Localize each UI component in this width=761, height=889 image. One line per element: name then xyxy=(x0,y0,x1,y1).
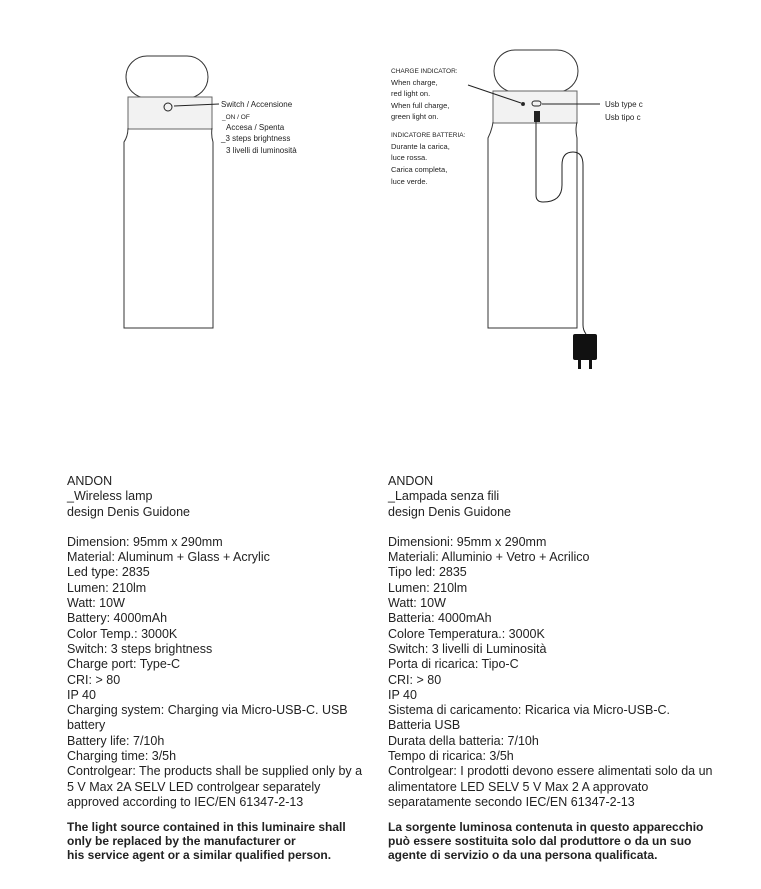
product-title: ANDON xyxy=(388,474,434,488)
power-adapter-icon xyxy=(573,334,597,360)
spec-lumen: Lumen: 210lm xyxy=(388,580,468,595)
spec-materiali: Materiali: Alluminio + Vetro + Acrilico xyxy=(388,550,590,565)
spec-charge-port: Charge port: Type-C xyxy=(67,657,181,672)
livelli-label: 3 livelli di luminosità xyxy=(226,146,297,155)
product-subtitle: _Wireless lamp xyxy=(67,489,153,504)
spec-tipo-led: Tipo led: 2835 xyxy=(388,565,467,580)
steps-brightness-label: _3 steps brightness xyxy=(221,134,291,143)
left-lamp-body xyxy=(124,128,213,328)
spec-charging-system: Charging system: Charging via Micro-USB-C. USB battery xyxy=(67,703,348,733)
spec-tempo-ricarica: Tempo di ricarica: 3/5h xyxy=(388,749,514,764)
usb-tipo-label: Usb tipo c xyxy=(605,113,641,122)
spec-switch: Switch: 3 steps brightness xyxy=(67,641,213,656)
charge-indicator-title: CHARGE INDICATOR: xyxy=(391,68,458,75)
replacement-notice: The light source contained in this luminaire shall only be replaced by the manufacturer or his service agent or a similar qualified person. xyxy=(67,820,346,863)
charge-indicator-led-icon xyxy=(522,103,525,106)
switch-label: Switch / Accensione xyxy=(221,100,293,109)
italian-spec-column xyxy=(388,474,718,862)
charge-line-4: green light on. xyxy=(391,112,439,121)
adapter-prong-right xyxy=(589,360,592,369)
spec-sistema-caricamento: Sistema di caricamento: Ricarica via Micro-USB-C. xyxy=(388,703,671,718)
indicatore-line-1: Durante la carica, xyxy=(391,142,450,151)
spec-cri: CRI: > 80 xyxy=(388,672,442,687)
indicatore-line-2: luce rossa. xyxy=(391,153,428,162)
charge-line-2: red light on. xyxy=(391,89,431,98)
indicatore-title: INDICATORE BATTERIA: xyxy=(391,132,466,139)
product-diagram xyxy=(0,0,761,440)
spec-color-temp: Color Temp.: 3000K xyxy=(67,626,178,641)
spec-ip: IP 40 xyxy=(388,687,417,702)
right-lamp-labels xyxy=(391,68,643,186)
indicatore-line-3: Carica completa, xyxy=(391,165,448,174)
spec-dimensioni: Dimensioni: 95mm x 290mm xyxy=(388,534,547,549)
spec-battery-life: Battery life: 7/10h xyxy=(67,733,165,748)
left-lamp-collar xyxy=(128,97,212,129)
on-off-label: _ON / OF xyxy=(222,114,250,121)
english-spec-column xyxy=(67,474,367,862)
spec-porta-ricarica: Porta di ricarica: Tipo-C xyxy=(388,657,519,672)
usb-plug-icon xyxy=(534,111,540,122)
spec-lumen: Lumen: 210lm xyxy=(67,580,147,595)
spec-dimension: Dimension: 95mm x 290mm xyxy=(67,534,223,549)
charge-line-3: When full charge, xyxy=(391,101,450,110)
spec-batteria: Batteria: 4000mAh xyxy=(388,611,492,626)
designer-credit: design Denis Guidone xyxy=(388,504,511,519)
right-lamp-body xyxy=(488,122,577,328)
spec-cri: CRI: > 80 xyxy=(67,672,121,687)
spec-switch: Switch: 3 livelli di Luminosità xyxy=(388,641,547,656)
spec-battery: Battery: 4000mAh xyxy=(67,611,168,626)
spec-charging-time: Charging time: 3/5h xyxy=(67,749,177,764)
indicatore-line-4: luce verde. xyxy=(391,177,428,186)
spec-ip: IP 40 xyxy=(67,687,96,702)
charging-cable xyxy=(536,111,586,334)
spec-material: Material: Aluminum + Glass + Acrylic xyxy=(67,550,270,565)
spec-controlgear: Controlgear: The products shall be supplied only by a 5 V Max 2A SELV LED controlgear separately approved according to IEC/EN 61347-2-13 xyxy=(67,764,363,809)
spec-colore-temperatura: Colore Temperatura.: 3000K xyxy=(388,626,545,641)
spec-controlgear: Controlgear: I prodotti devono essere alimentati solo da un alimentatore LED SELV 5 V Max 2 A approvato separatamente secondo IEC/EN 61347-2-13 xyxy=(388,764,713,809)
spec-batteria-usb: Batteria USB xyxy=(388,718,461,733)
spec-durata-batteria: Durata della batteria: 7/10h xyxy=(388,733,539,748)
product-subtitle: _Lampada senza fili xyxy=(388,489,500,504)
charge-line-1: When charge, xyxy=(391,78,438,87)
spec-led-type: Led type: 2835 xyxy=(67,565,150,580)
accesa-spenta-label: Accesa / Spenta xyxy=(226,123,285,132)
left-lamp-cap xyxy=(126,56,208,98)
right-lamp xyxy=(468,50,600,369)
product-title: ANDON xyxy=(67,474,113,488)
spec-watt: Watt: 10W xyxy=(388,596,446,611)
right-lamp-cap xyxy=(494,50,578,92)
designer-credit: design Denis Guidone xyxy=(67,504,190,519)
replacement-notice: La sorgente luminosa contenuta in questo apparecchio può essere sostituita solo dal produttore o da un suo agente di servizio o da una persona qualificata. xyxy=(388,820,704,863)
spec-watt: Watt: 10W xyxy=(67,596,125,611)
adapter-prong-left xyxy=(578,360,581,369)
usb-type-label: Usb type c xyxy=(605,100,643,109)
left-lamp xyxy=(124,56,219,328)
left-lamp-labels xyxy=(220,100,297,155)
